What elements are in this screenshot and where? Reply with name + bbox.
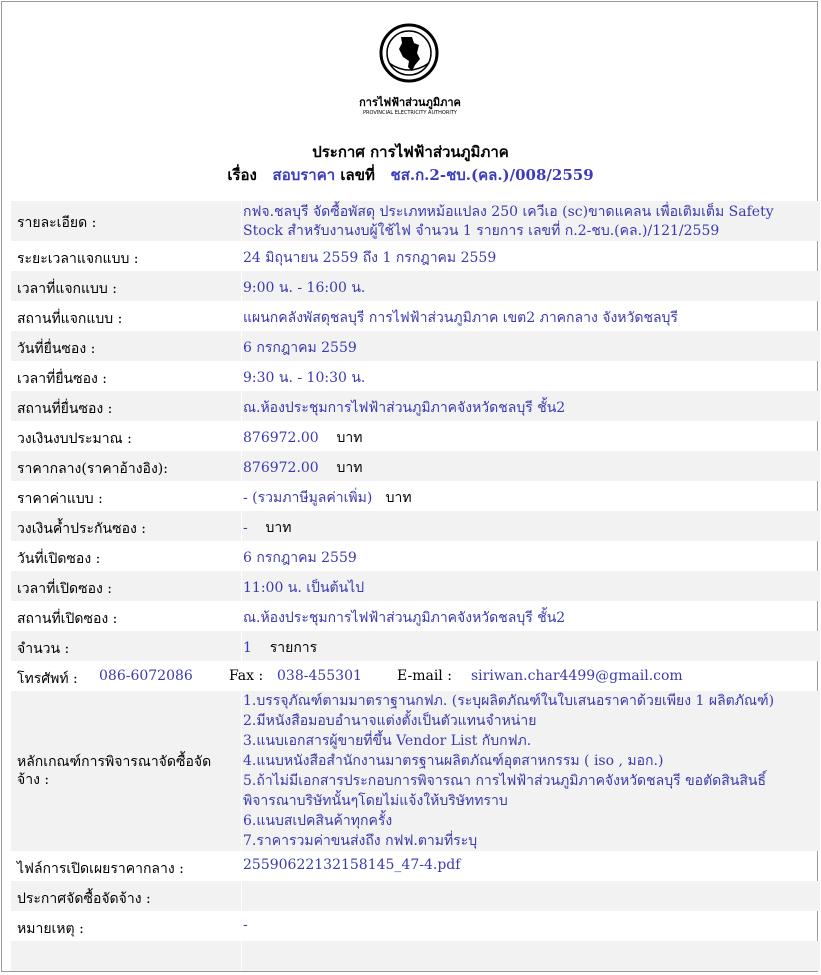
median-price-label: ราคากลาง(ราคาอ้างอิง): bbox=[17, 461, 168, 477]
criteria-item: พิจารณาบริษัทนั้นๆโดยไม่แจ้งให้บริษัททราบ bbox=[243, 793, 508, 809]
row-quantity bbox=[11, 631, 820, 661]
procurement-type: สอบราคา bbox=[272, 166, 336, 184]
announcement-number: ชส.ก.2-ชบ.(คล.)/008/2559 bbox=[390, 166, 594, 184]
phone-label: โทรศัพท์ : bbox=[17, 671, 78, 687]
remarks-value: - bbox=[243, 917, 248, 933]
announcement-subject bbox=[2, 163, 819, 187]
guarantee-value bbox=[243, 517, 813, 539]
email-value: siriwan.char4499@gmail.com bbox=[471, 668, 683, 684]
criteria-item: 7.ราคารวมค่าขนส่งถึง กฟฟ.ตามที่ระบุ bbox=[243, 833, 478, 849]
procurement-notice-label: ประกาศจัดซื้อจัดจ้าง : bbox=[17, 891, 151, 907]
row-criteria bbox=[11, 691, 820, 851]
row-submit-date bbox=[11, 331, 820, 361]
number-label: เลขที่ bbox=[340, 166, 375, 184]
submit-place-value: ณ.ห้องประชุมการไฟฟ้าส่วนภูมิภาคจังหวัดชลบุรี ชั้น2 bbox=[243, 400, 566, 416]
budget-unit: บาท bbox=[336, 430, 363, 446]
open-place-value: ณ.ห้องประชุมการไฟฟ้าส่วนภูมิภาคจังหวัดชลบุรี ชั้น2 bbox=[243, 610, 566, 626]
fax-label: Fax : bbox=[229, 668, 264, 684]
details-label: รายละเอียด : bbox=[17, 215, 97, 231]
open-time-label: เวลาที่เปิดซอง : bbox=[17, 581, 112, 597]
details-line: Stock สำหรับงานงบผู้ใช้ไฟ จำนวน 1 รายการ เลขที่ ก.2-ชบ.(คล.)/121/2559 bbox=[243, 223, 720, 239]
criteria-item: 5.ถ้าไม่มีเอกสารประกอบการพิจารณา การไฟฟ้าส่วนภูมิภาคจังหวัดชลบุรี ขอตัดสินสินธิ์ bbox=[243, 773, 767, 789]
details-value bbox=[243, 203, 813, 241]
pea-seal-icon bbox=[379, 23, 439, 83]
fax-value: 038-455301 bbox=[277, 668, 362, 684]
row-empty-footer bbox=[11, 941, 820, 971]
criteria-item: 4.แนบหนังสือสำนักงานมาตรฐานผลิตภัณฑ์อุตสาหกรรม ( iso , มอก.) bbox=[243, 753, 664, 769]
budget-label: วงเงินงบประมาณ : bbox=[17, 431, 132, 447]
doc-place-label: สถานที่แจกแบบ : bbox=[17, 311, 123, 327]
open-date-value: 6 กรกฎาคม 2559 bbox=[243, 550, 357, 566]
row-doc-place bbox=[11, 301, 820, 331]
submit-time-label: เวลาที่ยื่นซอง : bbox=[17, 371, 108, 387]
logo-org-name-th: การไฟฟ้าส่วนภูมิภาค bbox=[359, 96, 461, 109]
median-price-amount: 876972.00 bbox=[243, 460, 319, 476]
doc-price-amount: - (รวมภาษีมูลค่าเพิ่ม) bbox=[243, 490, 373, 506]
criteria-item: 2.มีหนังสือมอบอำนาจแต่งตั้งเป็นตัวแทนจำหน่าย bbox=[243, 713, 537, 729]
criteria-list bbox=[243, 691, 813, 851]
row-open-place bbox=[11, 601, 820, 631]
logo-org-name-en: PROVINCIAL ELECTRICITY AUTHORITY bbox=[363, 110, 457, 116]
row-median-price bbox=[11, 451, 820, 481]
price-file-label: ไฟล์การเปิดเผยราคากลาง : bbox=[17, 861, 184, 877]
pea-logo bbox=[351, 21, 469, 119]
budget-value bbox=[243, 427, 813, 449]
budget-amount: 876972.00 bbox=[243, 430, 319, 446]
price-file-link[interactable]: 25590622132158145_47-4.pdf bbox=[243, 857, 461, 873]
row-contact bbox=[11, 661, 820, 691]
row-details bbox=[11, 201, 820, 241]
details-line: กฟจ.ชลบุรี จัดซื้อพัสดุ ประเภทหม้อแปลง 250 เควีเอ (sc)ขาดแคลน เพื่อเติมเต็ม Safety bbox=[243, 204, 774, 220]
row-remarks bbox=[11, 911, 820, 941]
criteria-item: 3.แนบเอกสารผู้ขายที่ขึ้น Vendor List กับกฟภ. bbox=[243, 733, 532, 749]
row-budget bbox=[11, 421, 820, 451]
guarantee-unit: บาท bbox=[265, 520, 292, 536]
guarantee-label: วงเงินค้ำประกันซอง : bbox=[17, 521, 147, 537]
row-doc-time bbox=[11, 271, 820, 301]
row-doc-period bbox=[11, 241, 820, 271]
announcement-panel bbox=[1, 1, 818, 972]
submit-date-value: 6 กรกฎาคม 2559 bbox=[243, 340, 357, 356]
phone-value: 086-6072086 bbox=[99, 668, 193, 684]
submit-place-label: สถานที่ยื่นซอง : bbox=[17, 401, 113, 417]
doc-time-value: 9:00 น. - 16:00 น. bbox=[243, 280, 366, 296]
doc-price-label: ราคาค่าแบบ : bbox=[17, 491, 103, 507]
row-price-file bbox=[11, 851, 820, 881]
guarantee-amount: - bbox=[243, 520, 248, 536]
doc-price-value bbox=[243, 487, 813, 509]
open-place-label: สถานที่เปิดซอง : bbox=[17, 611, 118, 627]
median-price-unit: บาท bbox=[336, 460, 363, 476]
email-label: E-mail : bbox=[397, 668, 452, 684]
quantity-unit: รายการ bbox=[269, 640, 318, 656]
criteria-item: 6.แนบสเปคสินค้าทุกครั้ง bbox=[243, 813, 393, 829]
quantity-value bbox=[243, 637, 813, 659]
criteria-label-line: จ้าง : bbox=[17, 772, 50, 788]
submit-date-label: วันที่ยื่นซอง : bbox=[17, 341, 96, 357]
row-submit-place bbox=[11, 391, 820, 421]
criteria-label bbox=[17, 753, 211, 789]
subject-label: เรื่อง bbox=[227, 166, 257, 184]
open-time-value: 11:00 น. เป็นต้นไป bbox=[243, 580, 365, 596]
doc-place-value: แผนกคลังพัสดุชลบุรี การไฟฟ้าส่วนภูมิภาค เขต2 ภาคกลาง จังหวัดชลบุรี bbox=[243, 310, 678, 326]
row-doc-price bbox=[11, 481, 820, 511]
row-guarantee bbox=[11, 511, 820, 541]
submit-time-value: 9:30 น. - 10:30 น. bbox=[243, 370, 366, 386]
criteria-label-line: หลักเกณฑ์การพิจารณาจัดซื้อจัด bbox=[17, 754, 212, 770]
criteria-item: 1.บรรจุภัณฑ์ตามมาตราฐานกฟภ. (ระบุผลิตภัณฑ์ในใบเสนอราคาด้วยเพียง 1 ผลิตภัณฑ์) bbox=[243, 693, 775, 709]
quantity-amount: 1 bbox=[243, 640, 252, 656]
remarks-label: หมายเหตุ : bbox=[17, 921, 84, 937]
median-price-value bbox=[243, 457, 813, 479]
announcement-title: ประกาศ การไฟฟ้าส่วนภูมิภาค bbox=[312, 143, 509, 161]
row-open-date bbox=[11, 541, 820, 571]
row-procurement-notice bbox=[11, 881, 820, 911]
row-open-time bbox=[11, 571, 820, 601]
doc-price-unit: บาท bbox=[385, 490, 412, 506]
row-submit-time bbox=[11, 361, 820, 391]
doc-period-value: 24 มิถุนายน 2559 ถึง 1 กรกฎาคม 2559 bbox=[243, 250, 497, 266]
doc-period-label: ระยะเวลาแจกแบบ : bbox=[17, 251, 139, 267]
quantity-label: จำนวน : bbox=[17, 641, 70, 657]
open-date-label: วันที่เปิดซอง : bbox=[17, 551, 101, 567]
details-table bbox=[11, 201, 820, 971]
doc-time-label: เวลาที่แจกแบบ : bbox=[17, 281, 117, 297]
